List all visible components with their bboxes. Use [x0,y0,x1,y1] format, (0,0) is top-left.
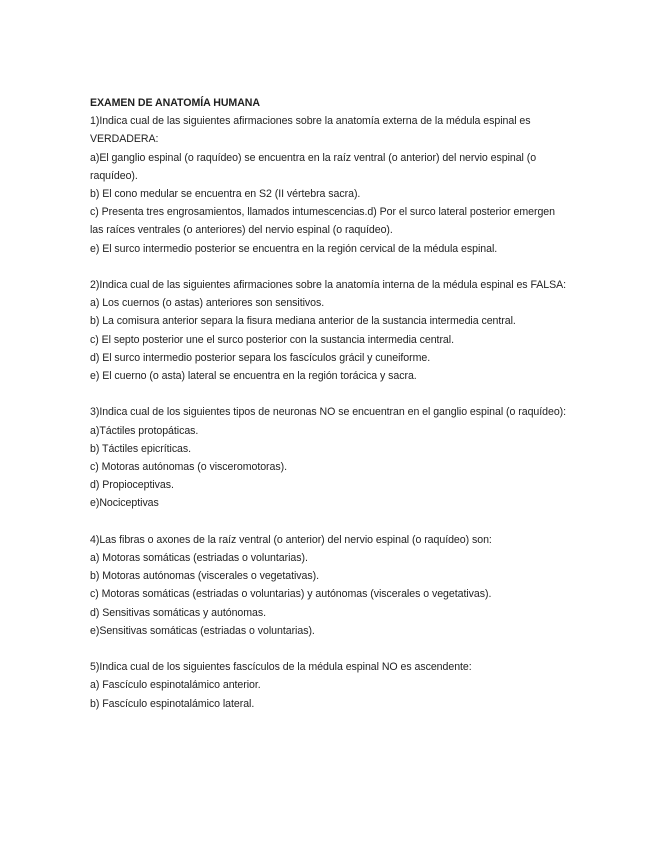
answer-option: e)Sensitivas somáticas (estriadas o voluntarias). [90,624,315,637]
answer-option: d) El surco intermedio posterior separa los fascículos grácil y cuneiforme. [90,351,431,364]
answer-option: a) Los cuernos (o astas) anteriores son sensitivos. [90,297,325,310]
answer-option: d) Sensitivas somáticas y autónomas. [90,606,267,619]
question-text: 1)Indica cual de las siguientes afirmaciones sobre la anatomía externa de la médula espinal es VERDADERA: [90,115,531,146]
exam-title: EXAMEN DE ANATOMÍA HUMANA [90,97,261,109]
question-4 [90,531,570,640]
answer-option: b) Motoras autónomas (viscerales o vegetativas). [90,570,319,583]
spacer [90,385,570,403]
answer-option: e)Nociceptivas [90,497,159,510]
question-2 [90,276,570,385]
answer-option: e) El cuerno (o asta) lateral se encuentra en la región torácica y sacra. [90,370,417,383]
exam-content [90,94,570,713]
answer-option: c) Presenta tres engrosamientos, llamados intumescencias.d) Por el surco lateral posterior emergen las raíces ventrales (o anteriores) del nervio espinal (o raquídeo). [90,206,555,237]
question-3 [90,403,570,512]
answer-option: a)El ganglio espinal (o raquídeo) se encuentra en la raíz ventral (o anterior) del nervio espinal (o raquídeo). [90,151,537,182]
answer-option: c) El septo posterior une el surco posterior con la sustancia intermedia central. [90,333,454,346]
answer-option: b) El cono medular se encuentra en S2 (II vértebra sacra). [90,188,361,201]
answer-option: e) El surco intermedio posterior se encuentra en la región cervical de la médula espinal. [90,242,498,255]
question-text: 2)Indica cual de las siguientes afirmaciones sobre la anatomía interna de la médula espinal es FALSA: [90,279,567,292]
answer-option: a)Táctiles protopáticas. [90,424,199,437]
spacer [90,513,570,531]
answer-option: b) La comisura anterior separa la fisura mediana anterior de la sustancia intermedia central. [90,315,516,328]
answer-option: c) Motoras somáticas (estriadas o voluntarias) y autónomas (viscerales o vegetativas). [90,588,492,601]
answer-option: b) Fascículo espinotalámico lateral. [90,697,255,710]
question-text: 3)Indica cual de los siguientes tipos de neuronas NO se encuentran en el ganglio espinal (o raquídeo): [90,406,567,419]
question-5 [90,658,570,713]
answer-option: c) Motoras autónomas (o visceromotoras). [90,461,287,474]
spacer [90,640,570,658]
question-1 [90,112,570,258]
answer-option: b) Táctiles epicríticas. [90,442,192,455]
answer-option: a) Motoras somáticas (estriadas o voluntarias). [90,552,308,565]
answer-option: a) Fascículo espinotalámico anterior. [90,679,261,692]
answer-option: d) Propioceptivas. [90,479,174,492]
spacer [90,258,570,276]
question-text: 5)Indica cual de los siguientes fascículos de la médula espinal NO es ascendente: [90,661,472,674]
question-text: 4)Las fibras o axones de la raíz ventral (o anterior) del nervio espinal (o raquídeo) son: [90,533,492,546]
